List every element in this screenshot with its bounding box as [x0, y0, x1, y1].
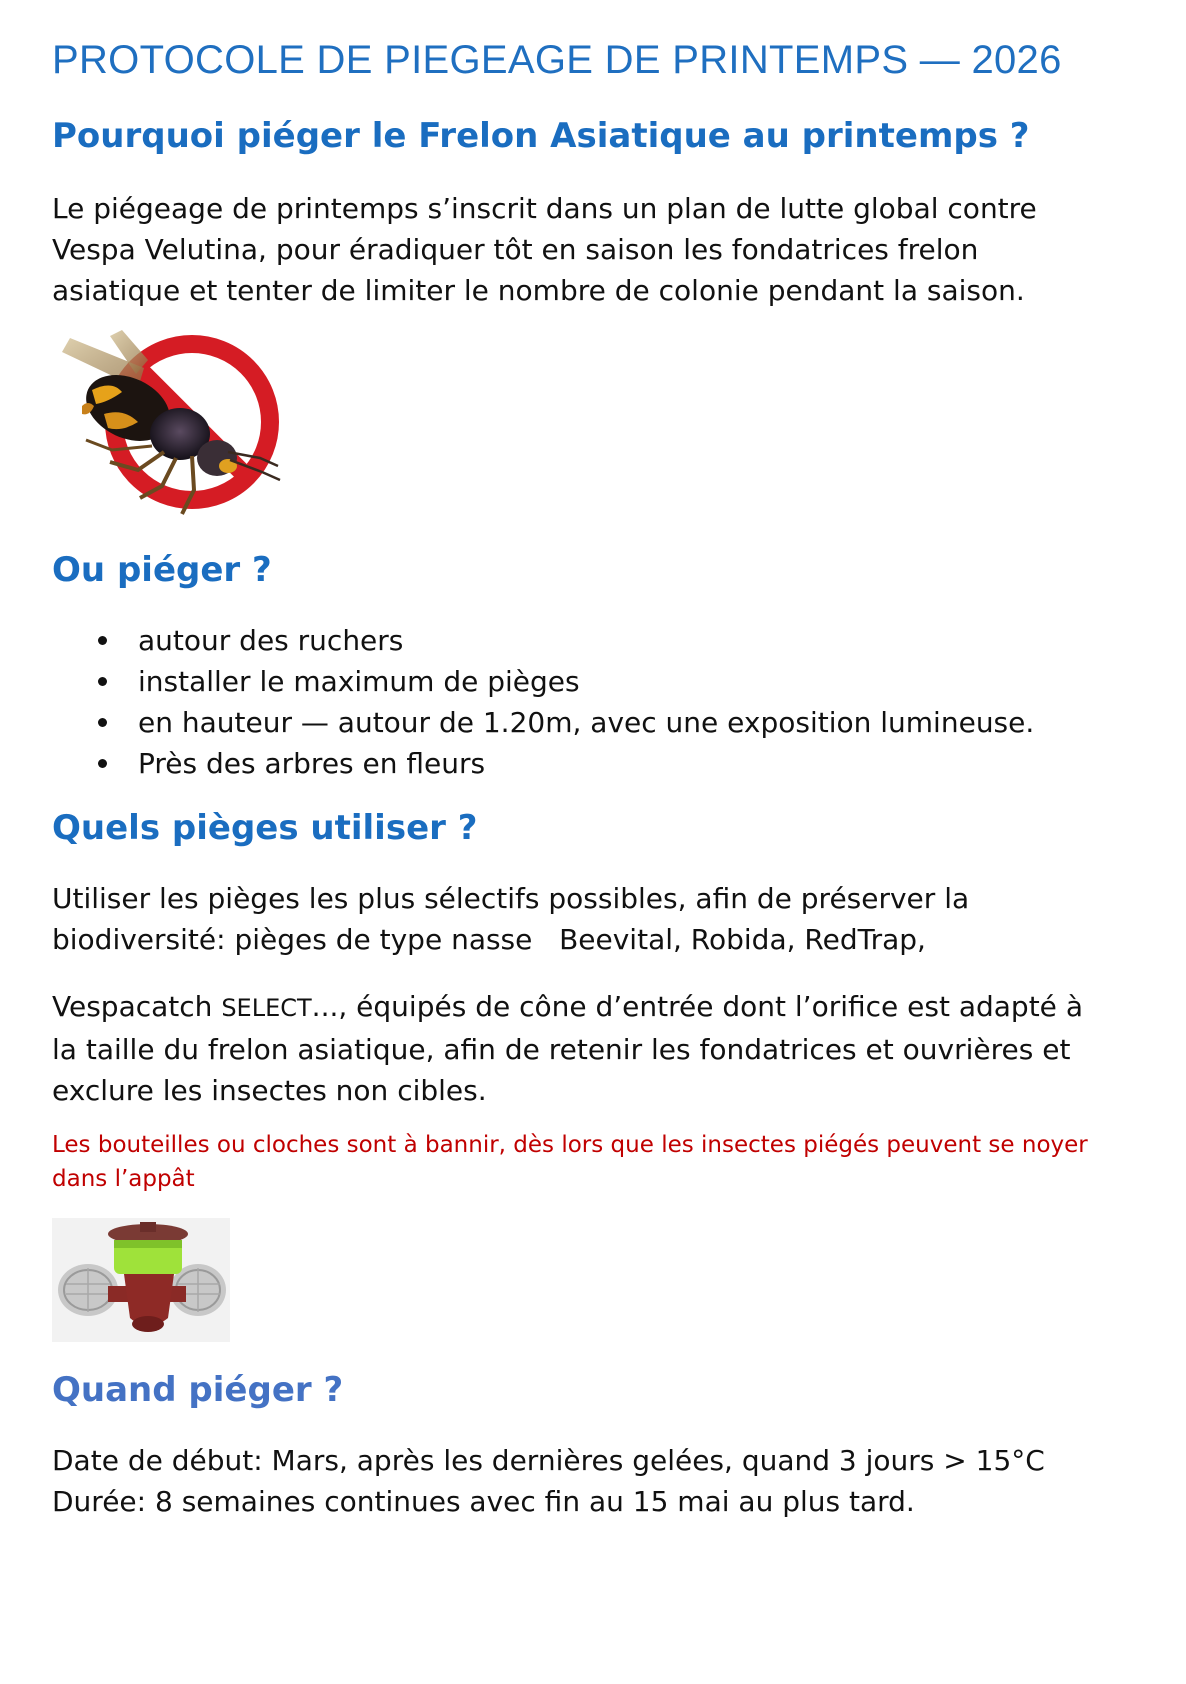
- trap-icon: [52, 1218, 230, 1342]
- heading-when: Quand piéger ?: [52, 1370, 344, 1410]
- text-line: asiatique et tenter de limiter le nombre de colonie pendant la saison.: [52, 274, 1025, 307]
- paragraph-why: [52, 188, 1142, 311]
- paragraph-which-1: [52, 878, 1142, 960]
- text-line: dans l’appât: [52, 1166, 195, 1192]
- list-item: Près des arbres en fleurs: [52, 743, 1034, 784]
- text-line: Durée: 8 semaines continues avec fin au 15 mai au plus tard.: [52, 1485, 915, 1518]
- text-fragment: Vespacatch: [52, 990, 222, 1023]
- list-item: autour des ruchers: [52, 620, 1034, 661]
- text-line: Vespa Velutina, pour éradiquer tôt en saison les fondatrices frelon: [52, 233, 979, 266]
- text-line: exclure les insectes non cibles.: [52, 1074, 487, 1107]
- list-item: en hauteur — autour de 1.20m, avec une exposition lumineuse.: [52, 702, 1034, 743]
- page-title: PROTOCOLE DE PIEGEAGE DE PRINTEMPS — 2026: [52, 38, 1062, 82]
- text-line: Les bouteilles ou cloches sont à bannir, dès lors que les insectes piégés peuvent se noyer: [52, 1132, 1088, 1158]
- heading-which: Quels pièges utiliser ?: [52, 808, 478, 848]
- text-fragment: ..., équipés de cône d’entrée dont l’orifice est adapté à: [311, 990, 1083, 1023]
- heading-why: Pourquoi piéger le Frelon Asiatique au printemps ?: [52, 116, 1030, 156]
- text-line: biodiversité: pièges de type nasse Beevital, Robida, RedTrap,: [52, 923, 926, 956]
- text-line: Le piégeage de printemps s’inscrit dans un plan de lutte global contre: [52, 192, 1037, 225]
- warning-note: [52, 1128, 1142, 1196]
- paragraph-which-2: [52, 986, 1142, 1111]
- text-fragment: SELECT: [221, 994, 312, 1022]
- text-line: la taille du frelon asiatique, afin de retenir les fondatrices et ouvrières et: [52, 1033, 1071, 1066]
- heading-where: Ou piéger ?: [52, 550, 272, 590]
- text-line: Utiliser les pièges les plus sélectifs possibles, afin de préserver la: [52, 882, 970, 915]
- text-line: Date de début: Mars, après les dernières gelées, quand 3 jours > 15°C: [52, 1444, 1045, 1477]
- paragraph-when: [52, 1440, 1142, 1522]
- hornet-prohibited-icon: [52, 330, 282, 518]
- list-item: installer le maximum de pièges: [52, 661, 1034, 702]
- where-list: [52, 620, 1034, 784]
